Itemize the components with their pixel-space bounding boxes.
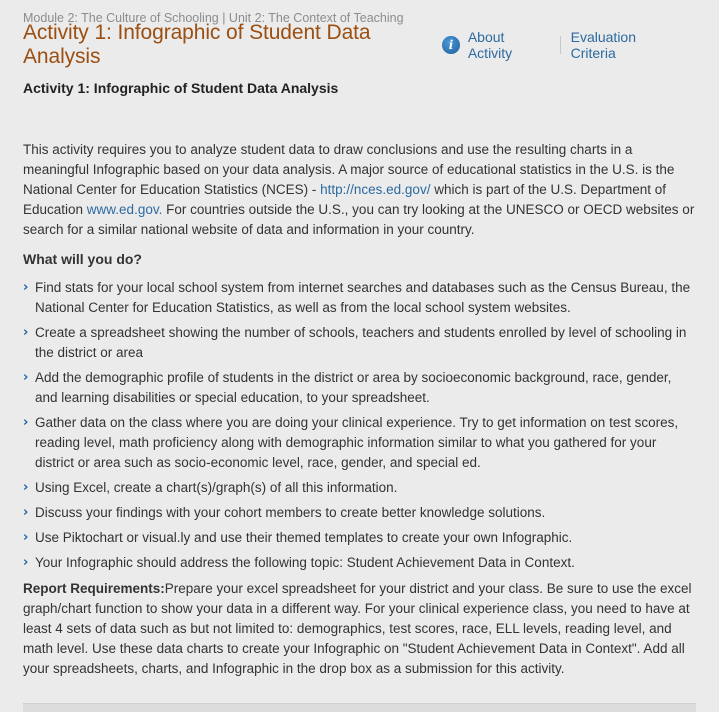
task-item <box>23 528 696 548</box>
what-will-you-do-heading: What will you do? <box>23 251 142 267</box>
chevron-right-icon: › <box>23 325 29 340</box>
task-text: Your Infographic should address the following topic: Student Achievement Data in Context. <box>35 555 575 570</box>
title-row <box>23 21 696 68</box>
task-text: Gather data on the class where you are doing your clinical experience. Try to get information on test scores, reading level, math proficiency along with demographic information similar to what you gathered for your district or area such as socio-economic level, race, gender, and special ed. <box>35 415 679 470</box>
chevron-right-icon: › <box>23 415 29 430</box>
task-text: Discuss your findings with your cohort members to create better knowledge solutions. <box>35 505 546 520</box>
page-title: Activity 1: Infographic of Student Data Analysis <box>23 21 371 68</box>
chevron-right-icon: › <box>23 555 29 570</box>
task-text: Use Piktochart or visual.ly and use their themed templates to create your own Infographic. <box>35 530 573 545</box>
task-item <box>23 413 696 473</box>
task-item <box>23 323 696 363</box>
ed-gov-link[interactable]: www.ed.gov. <box>86 202 163 217</box>
about-activity-link[interactable]: About Activity <box>467 29 513 61</box>
intro-text-1: This activity requires you to analyze student data to draw conclusions and use the resulting charts in a meaningful Infographic based on your data analysis. A major source of educational statistics in the U.S. is the National Center for Education Statistics (NCES) - <box>23 142 675 197</box>
task-item <box>23 278 696 318</box>
intro-text-3: For countries outside the U.S., you can try looking at the UNESCO or OECD websites or search for a similar national website of data and information in your country. <box>23 202 695 237</box>
intro-text-2: which is part of the U.S. Department of Education <box>23 182 667 217</box>
task-text: Find stats for your local school system from internet searches and databases such as the Census Bureau, the National Center for Education Statistics, as well as from the local school system websites. <box>35 280 691 315</box>
header-links <box>442 29 682 61</box>
breadcrumb: Module 2: The Culture of Schooling | Unit 2: The Context of Teaching <box>23 11 404 25</box>
task-text: Using Excel, create a chart(s)/graph(s) of all this information. <box>35 480 398 495</box>
task-list <box>23 278 696 573</box>
evaluation-criteria-link[interactable]: Evaluation Criteria <box>570 29 637 61</box>
chevron-right-icon: › <box>23 480 29 495</box>
chevron-right-icon: › <box>23 280 29 295</box>
report-requirements-text: Prepare your excel spreadsheet for your district and your class. Be sure to use the excel graph/chart function to show your data in a different way. For your clinical experience class, you need to have at least 4 sets of data such as but not limited to: demographics, test scores, race, ELL levels, reading level, and math level. Use these data charts to create your Infographic on "Student Achievement Data in Context". Add all your spreadsheets, charts, and Infographic in the drop box as a submission for this activity. <box>23 581 692 676</box>
activity-subheading: Activity 1: Infographic of Student Data Analysis <box>23 80 339 96</box>
link-divider <box>560 36 561 54</box>
task-item <box>23 553 696 573</box>
nces-link[interactable]: http://nces.ed.gov/ <box>320 182 431 197</box>
chevron-right-icon: › <box>23 370 29 385</box>
report-requirements-label: Report Requirements: <box>23 581 165 596</box>
task-text: Add the demographic profile of students in the district or area by socioeconomic background, race, gender, and learning disabilities or special education, to your spreadsheet. <box>35 370 672 405</box>
info-icon[interactable]: i <box>442 36 460 54</box>
task-item <box>23 478 696 498</box>
chevron-right-icon: › <box>23 505 29 520</box>
chevron-right-icon: › <box>23 530 29 545</box>
task-item <box>23 368 696 408</box>
task-item <box>23 503 696 523</box>
report-requirements <box>23 579 696 679</box>
task-text: Create a spreadsheet showing the number of schools, teachers and students enrolled by level of schooling in the district or area <box>35 325 687 360</box>
intro-paragraph <box>23 140 696 240</box>
